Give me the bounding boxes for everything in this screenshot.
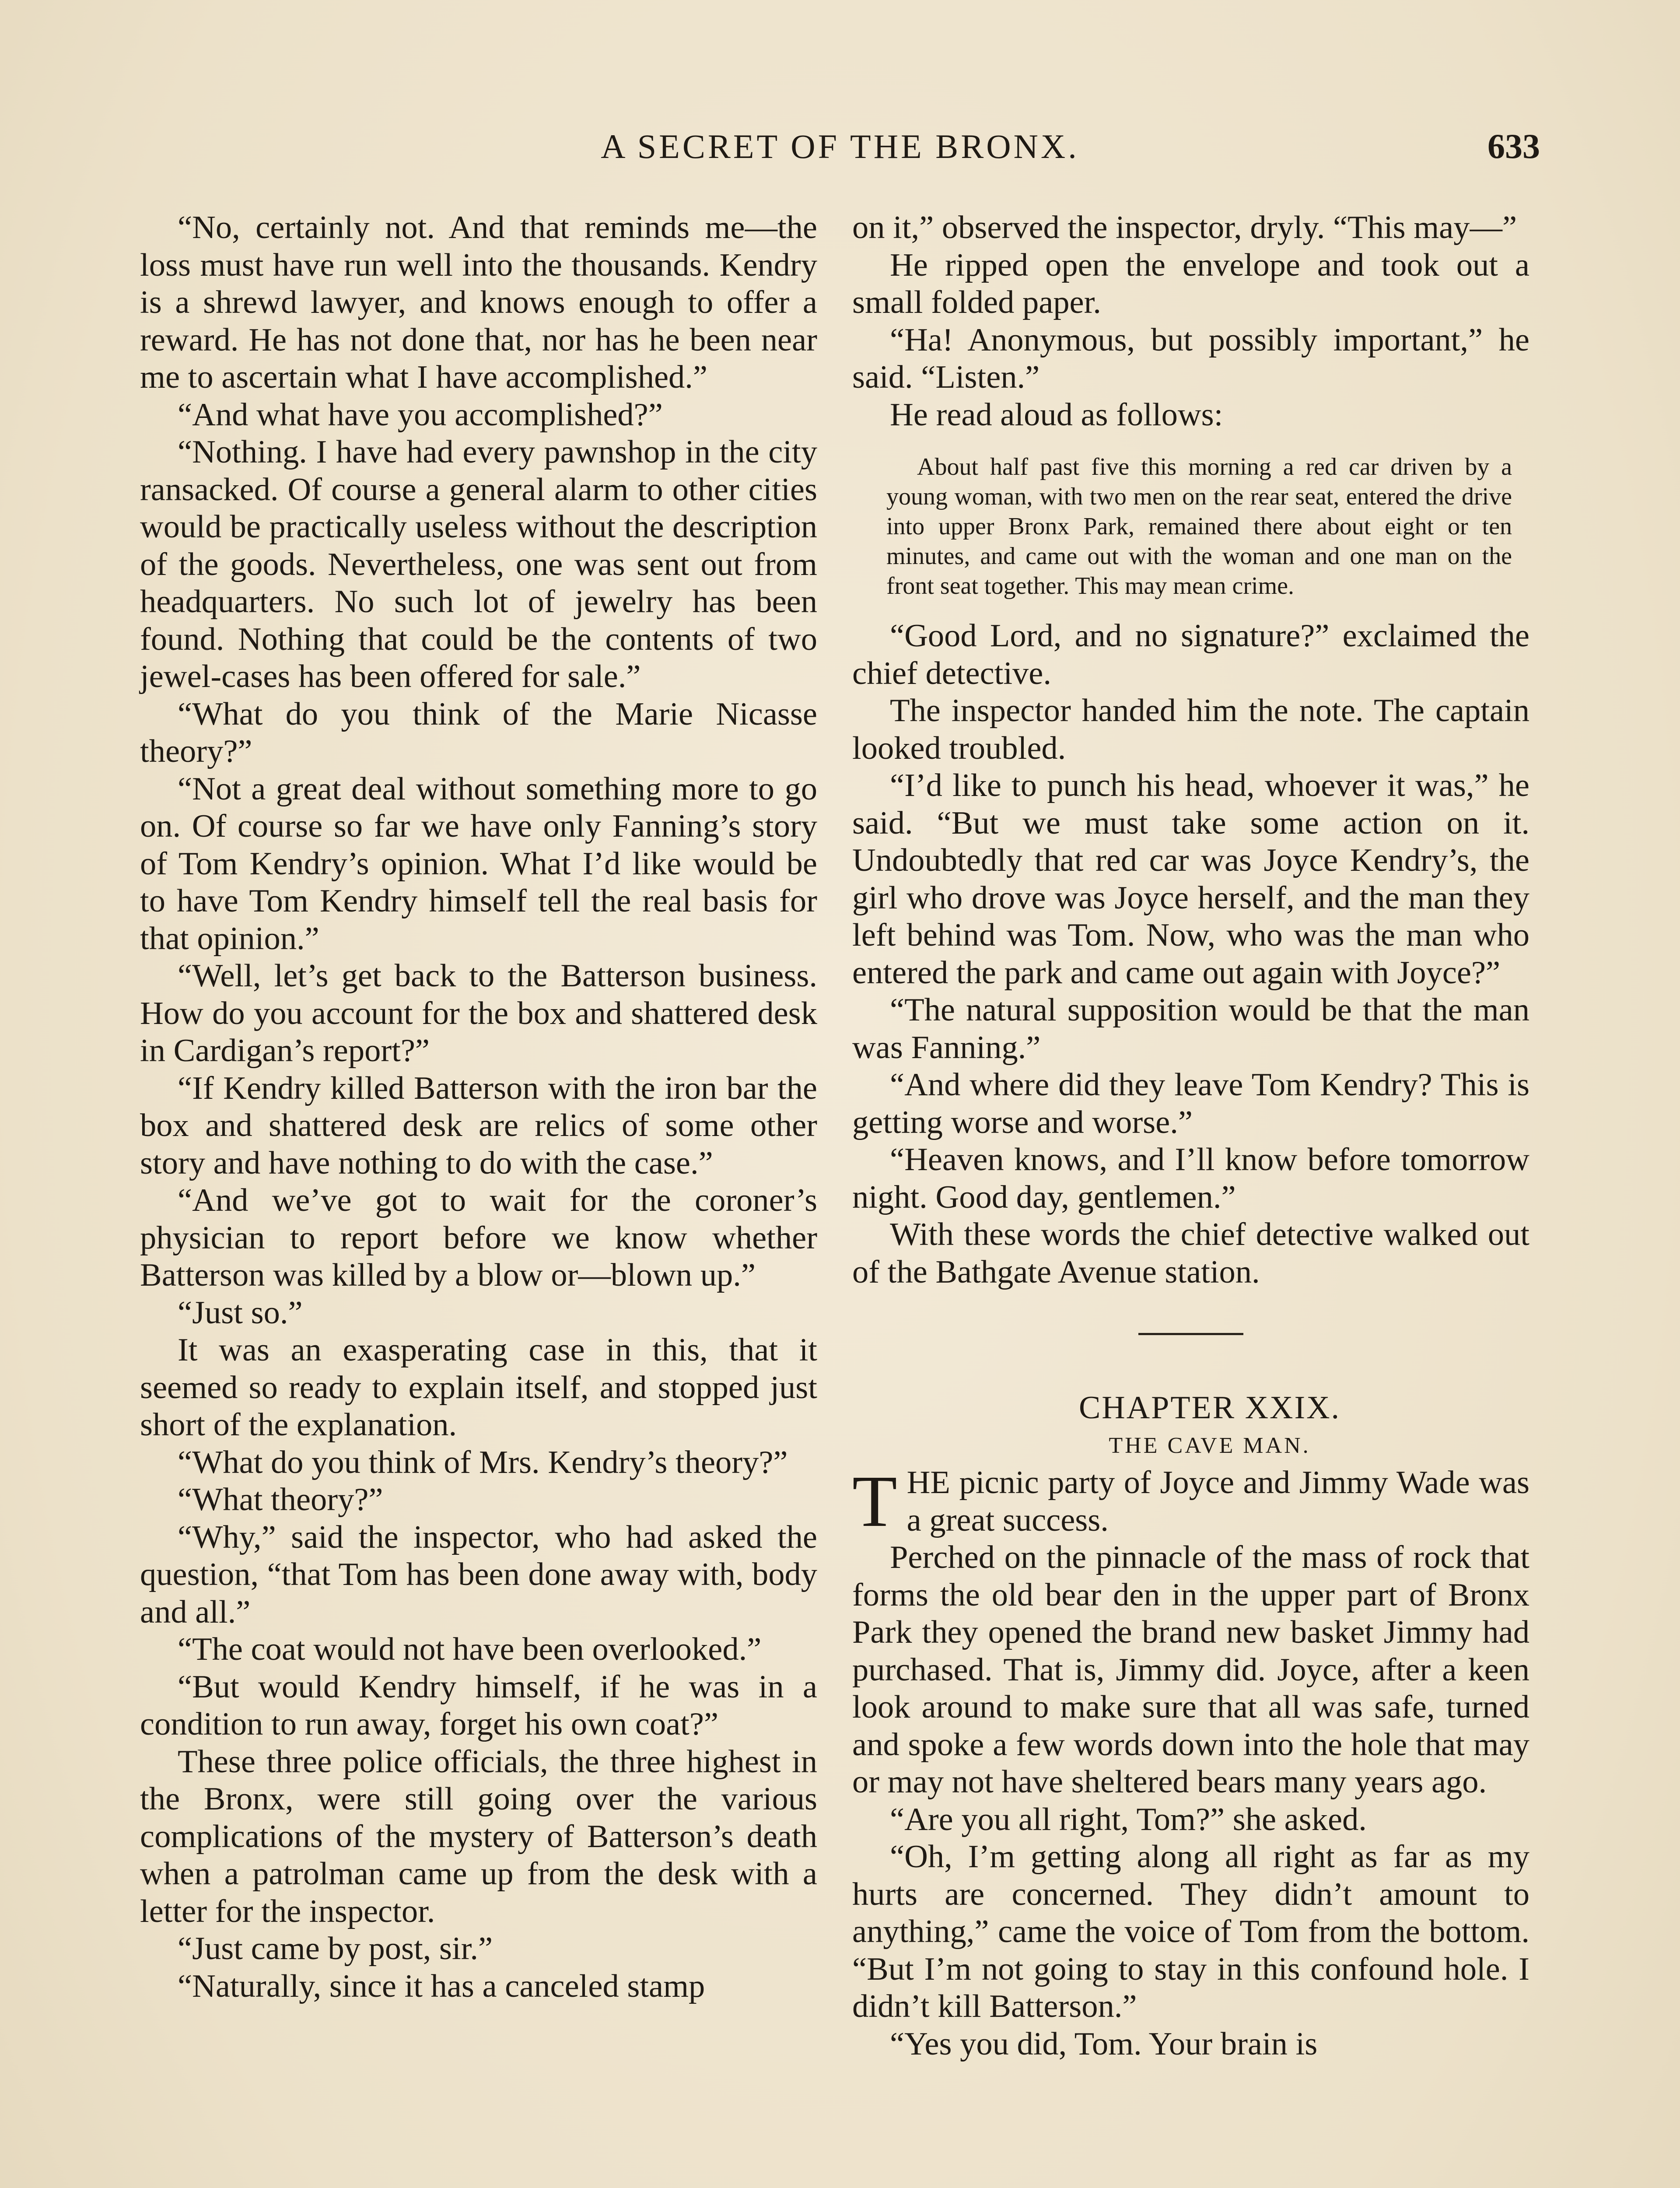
paragraph: “And we’ve got to wait for the coroner’s physician to report before we know whether Batterson was killed by a blow or—blown up.” [140,1182,817,1293]
anonymous-note [852,452,1530,601]
paragraph: “And what have you accomplished?” [178,396,663,433]
paragraph: “The natural supposition would be that the man was Fanning.” [852,992,1530,1066]
paragraph: “Yes you did, Tom. Your brain is [890,2026,1318,2062]
paragraph: “Are you all right, Tom?” she asked. [890,1801,1367,1837]
paragraph: He ripped open the envelope and took out a small folded paper. [852,247,1530,320]
paragraph: “What theory?” [178,1482,383,1518]
paragraph: “What do you think of the Marie Nicasse theory?” [140,696,817,769]
paragraph: “What do you think of Mrs. Kendry’s theory?” [178,1444,788,1480]
right-column [852,209,1530,2188]
paragraph: “Naturally, since it has a canceled stamp [178,1968,705,2004]
paragraph: “Nothing. I have had every pawnshop in the city ransacked. Of course a general alarm to other cities would be practically useless without the description of the goods. Nevertheless, one was sent out from headquarters. No such lot of jewelry has been found. Nothing that could be the contents of two jewel-cases has been offered for sale.” [140,434,817,694]
paragraph: “No, certainly not. And that reminds me—the loss must have run well into the thousands. Kendry is a shrewd lawyer, and knows enough to offer a reward. He has not done that, nor has he been near me to ascertain what I have accomplished.” [140,210,817,395]
paragraph: “Ha! Anonymous, but possibly important,” he said. “Listen.” [852,322,1530,395]
paragraph: Perched on the pinnacle of the mass of rock that forms the old bear den in the upper part of Bronx Park they opened the brand new basket Jimmy had purchased. That is, Jimmy did. Joyce, after a keen look around to make sure that all was safe, turned and spoke a few words down into the hole that may or may not have sheltered bears many years ago. [852,1539,1530,1800]
paragraph: It was an exasperating case in this, that it seemed so ready to explain itself, and stopped just short of the explanation. [140,1332,817,1443]
paragraph: These three police officials, the three highest in the Bronx, were still going over the various complications of the mystery of Batterson’s death when a patrolman came up from the desk with a letter for the inspector. [140,1743,817,1929]
paragraph: The inspector handed him the note. The captain looked troubled. [852,693,1530,766]
paragraph: He read aloud as follows: [890,396,1223,433]
chapter-heading: CHAPTER XXIX. [1078,1390,1341,1426]
paragraph: “Not a great deal without something more to go on. Of course so far we have only Fanning’s story of Tom Kendry’s opinion. What I’d like would be to have Tom Kendry himself tell the real basis for that opinion.” [140,771,817,957]
opening-text: HE picnic party of Joyce and Jimmy Wade was a great success. [906,1465,1530,1538]
running-title: A SECRET OF THE BRONX. [601,127,1079,165]
paragraph: “And where did they leave Tom Kendry? This is getting worse and worse.” [852,1067,1530,1140]
paragraph: “The coat would not have been overlooked.” [178,1631,762,1667]
paragraph: “Just so.” [178,1294,303,1331]
paragraph: “I’d like to punch his head, whoever it was,” he said. “But we must take some action on it. Undoubtedly that red car was Joyce Kendry’s, the girl who drove was Joyce herself, and the man they left behind was Tom. Now, who was the man who entered the park and came out again with Joyce?” [852,768,1530,991]
continued-paragraph: on it,” observed the inspector, dryly. “This may—” [852,210,1517,245]
section-divider [1138,1333,1243,1335]
page-number: 633 [1488,127,1540,166]
paragraph: “Why,” said the inspector, who had asked the question, “that Tom has been done away with, body and all.” [140,1519,817,1630]
paragraph: “Heaven knows, and I’ll know before tomorrow night. Good day, gentlemen.” [852,1142,1530,1215]
paragraph: With these words the chief detective walked out of the Bathgate Avenue station. [852,1217,1530,1290]
paragraph: “Good Lord, and no signature?” exclaimed the chief detective. [852,618,1530,691]
paragraph: “Just came by post, sir.” [178,1931,493,1967]
drop-cap: T [852,1461,897,1542]
chapter-subtitle: THE CAVE MAN. [1109,1433,1311,1458]
paragraph: “But would Kendry himself, if he was in a condition to run away, forget his own coat?” [140,1669,817,1742]
left-column [140,209,817,2188]
chapter-opening-paragraph [852,1461,1530,1542]
note-text: About half past five this morning a red car driven by a young woman, with two men on the rear seat, entered the drive into upper Bronx Park, remained there about eight or ten minutes, and came out with the woman and one man on the front seat together. This may mean crime. [886,453,1512,600]
paragraph: “If Kendry killed Batterson with the iron bar the box and shattered desk are relics of some other story and have nothing to do with the case.” [140,1070,817,1181]
paragraph: “Oh, I’m getting along all right as far as my hurts are concerned. They didn’t amount to anything,” came the voice of Tom from the bottom. “But I’m not going to stay in this confound hole. I didn’t kill Batterson.” [852,1839,1530,2024]
running-header [140,127,1540,179]
paragraph: “Well, let’s get back to the Batterson business. How do you account for the box and shattered desk in Cardigan’s report?” [140,958,817,1069]
